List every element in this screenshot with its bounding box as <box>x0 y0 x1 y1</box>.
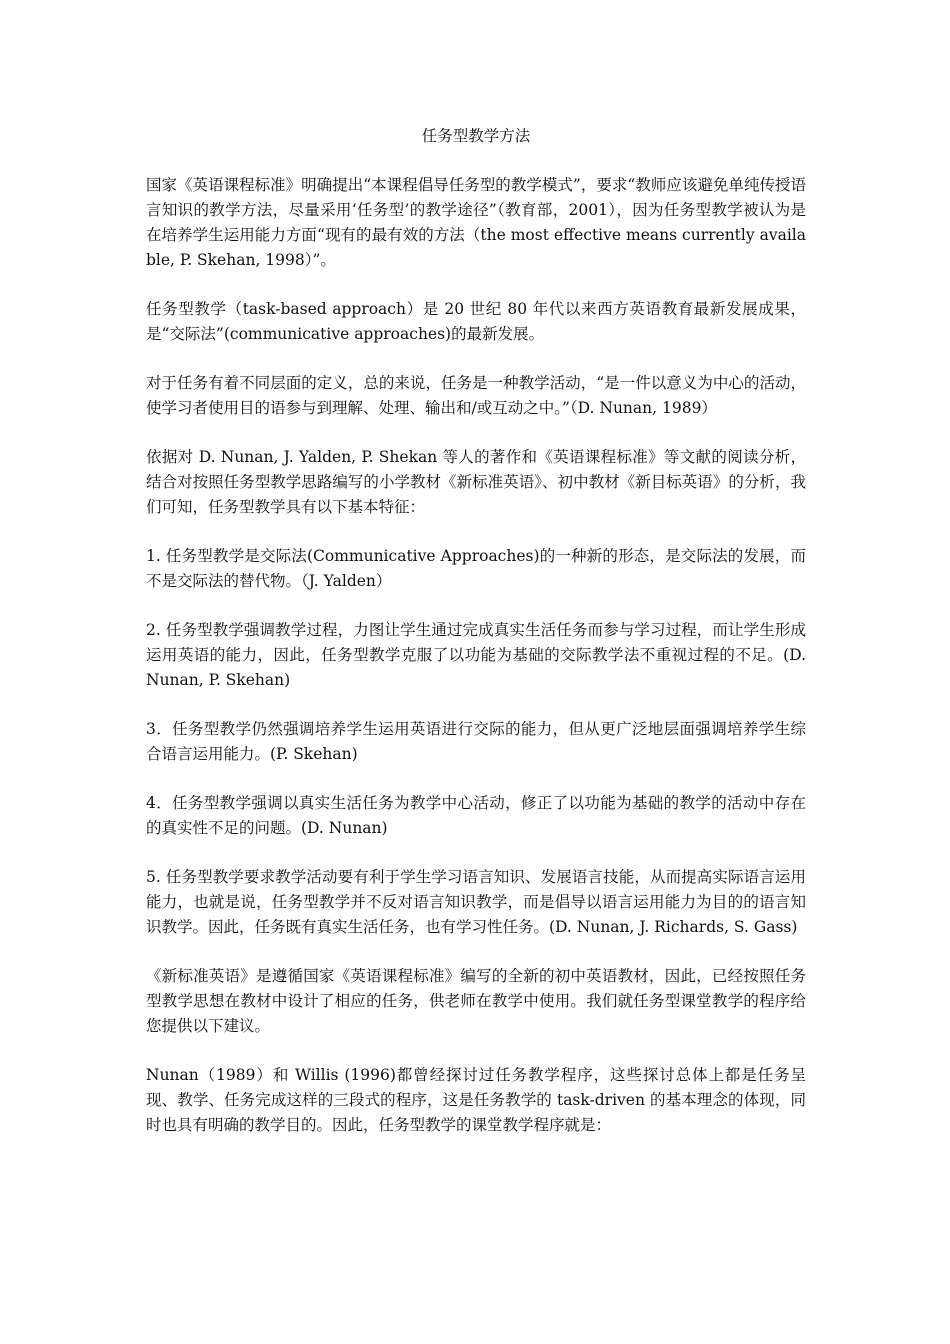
paragraph-feature-1: 1. 任务型教学是交际法(Communicative Approaches)的一种新的形态，是交际法的发展，而不是交际法的替代物。（J. Yalden） <box>146 547 806 590</box>
paragraph-task-based-approach: 任务型教学（task-based approach）是 20 世纪 80 年代以来西方英语教育最新发展成果，是“交际法”(communicative approaches)的最新发展。 <box>146 300 806 343</box>
paragraph-procedure: Nunan（1989）和 Willis (1996)都曾经探讨过任务教学程序，这些探讨总体上都是任务呈现、教学、任务完成这样的三段式的程序，这是任务教学的 task-driven 的基本理念的体现，同时也具有明确的教学目的。因此，任务型教学的课堂教学程序就是： <box>146 1066 806 1134</box>
document-title: 任务型教学方法 <box>421 127 531 145</box>
paragraph-textbook: 《新标准英语》是遵循国家《英语课程标准》编写的全新的初中英语教材，因此，已经按照任务型教学思想在教材中设计了相应的任务，供老师在教学中使用。我们就任务型课堂教学的程序给您提供以下建议。 <box>146 967 806 1035</box>
paragraph-task-definition: 对于任务有着不同层面的定义，总的来说，任务是一种教学活动，“是一件以意义为中心的活动，使学习者使用目的语参与到理解、处理、输出和/或互动之中。”（D. Nunan, 1989） <box>146 374 806 417</box>
document-page <box>146 124 806 1162</box>
paragraph-feature-2: 2. 任务型教学强调教学过程，力图让学生通过完成真实生活任务而参与学习过程，而让学生形成运用英语的能力，因此，任务型教学克服了以功能为基础的交际教学法不重视过程的不足。(D. Nunan, P. Skehan) <box>146 621 806 689</box>
paragraph-feature-5: 5. 任务型教学要求教学活动要有利于学生学习语言知识、发展语言技能，从而提高实际语言运用能力，也就是说，任务型教学并不反对语言知识教学，而是倡导以语言运用能力为目的的语言知识教学。因此，任务既有真实生活任务，也有学习性任务。(D. Nunan, J. Richards, S. Gass) <box>146 868 806 936</box>
paragraph-intro: 国家《英语课程标准》明确提出“本课程倡导任务型的教学模式”，要求“教师应该避免单纯传授语言知识的教学方法，尽量采用‘任务型’的教学途径”（教育部，2001），因为任务型教学被认为是在培养学生运用能力方面“现有的最有效的方法（the most effective means currently available, P. Skehan, 1998）”。 <box>146 176 806 269</box>
paragraph-features-intro: 依据对 D. Nunan, J. Yalden, P. Shekan 等人的著作和《英语课程标准》等文献的阅读分析，结合对按照任务型教学思路编写的小学教材《新标准英语》、初中教材《新目标英语》的分析，我们可知，任务型教学具有以下基本特征： <box>146 448 806 516</box>
paragraph-feature-3: 3．任务型教学仍然强调培养学生运用英语进行交际的能力，但从更广泛地层面强调培养学生综合语言运用能力。(P. Skehan) <box>146 720 806 763</box>
paragraph-feature-4: 4．任务型教学强调以真实生活任务为教学中心活动，修正了以功能为基础的教学的活动中存在的真实性不足的问题。(D. Nunan) <box>146 794 806 837</box>
